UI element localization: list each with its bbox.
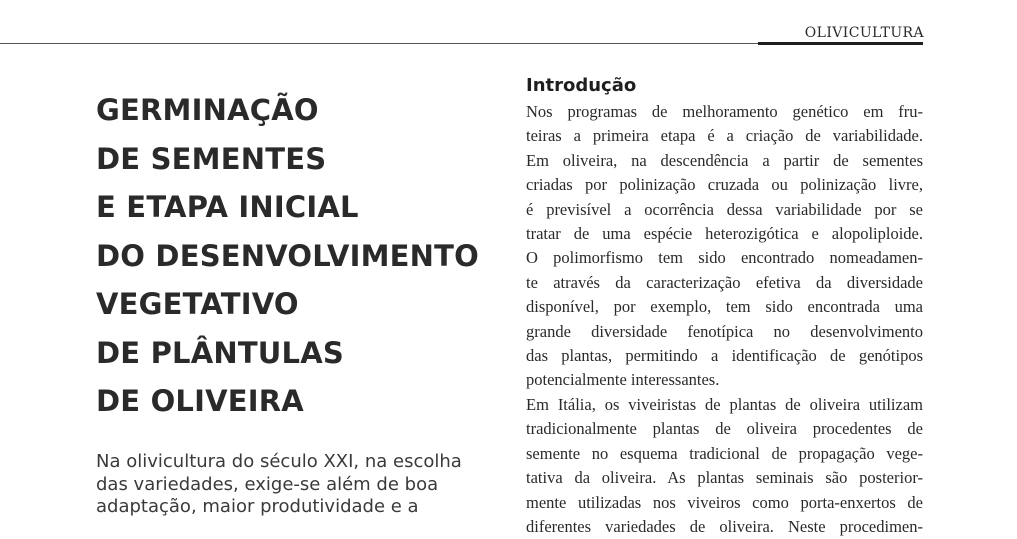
body-line: grande diversidade fenotípica no desenvolvimento <box>526 321 923 341</box>
title-line: DE OLIVEIRA <box>96 384 304 418</box>
body-line: potencialmente interessantes. <box>526 370 720 390</box>
body-paragraph <box>526 100 923 539</box>
body-line: tratar de uma espécie heterozigótica e alopoliploide. <box>526 224 923 244</box>
body-line: disponível, por exemplo, tem sido encontrada uma <box>526 297 923 317</box>
title-line: DE PLÂNTULAS <box>96 335 344 370</box>
lead-line: adaptação, maior produtividade e a <box>96 496 419 517</box>
body-line: tradicionalmente plantas de oliveira procedentes de <box>526 419 923 439</box>
body-line: semente no esquema tradicional de propagação vege- <box>526 443 923 463</box>
lead-line: das variedades, exige-se além de boa <box>96 473 439 495</box>
title-line: DE SEMENTES <box>96 141 327 176</box>
section-label-underline <box>758 42 923 45</box>
body-line: O polimorfismo tem sido encontrado nomeadamen- <box>526 248 923 268</box>
body-line: mente utilizadas nos viveiros como porta-enxertos de <box>526 492 923 512</box>
body-line: teiras a primeira etapa é a criação de variabilidade. <box>526 126 923 146</box>
body-line: Em oliveira, na descendência a partir de sementes <box>526 150 923 170</box>
title-line: DO DESENVOLVIMENTO <box>96 238 479 273</box>
body-line: diferentes variedades de oliveira. Neste procedimen- <box>526 516 923 536</box>
lead-paragraph <box>96 451 476 519</box>
body-line: criadas por polinização cruzada ou polinização livre, <box>526 175 923 195</box>
title-line: GERMINAÇÃO <box>96 93 319 127</box>
title-line: VEGETATIVO <box>96 287 299 321</box>
body-line: Em Itália, os viveiristas de plantas de oliveira utilizam <box>526 394 923 414</box>
body-line: das plantas, permitindo a identificação de genótipos <box>526 346 923 366</box>
intro-heading: Introdução <box>526 75 637 96</box>
title-line: E ETAPA INICIAL <box>96 190 359 224</box>
section-label: OLIVICULTURA <box>804 25 924 41</box>
body-line: Nos programas de melhoramento genético em fru- <box>526 102 923 121</box>
body-line: te através da caracterização efetiva da diversidade <box>526 272 923 292</box>
lead-line: Na olivicultura do século XXI, na escolha <box>96 451 462 472</box>
body-line: tativa da oliveira. As plantas seminais são posterior- <box>526 468 923 488</box>
body-line: é previsível a ocorrência dessa variabilidade por se <box>526 199 923 219</box>
article-title <box>96 86 506 426</box>
